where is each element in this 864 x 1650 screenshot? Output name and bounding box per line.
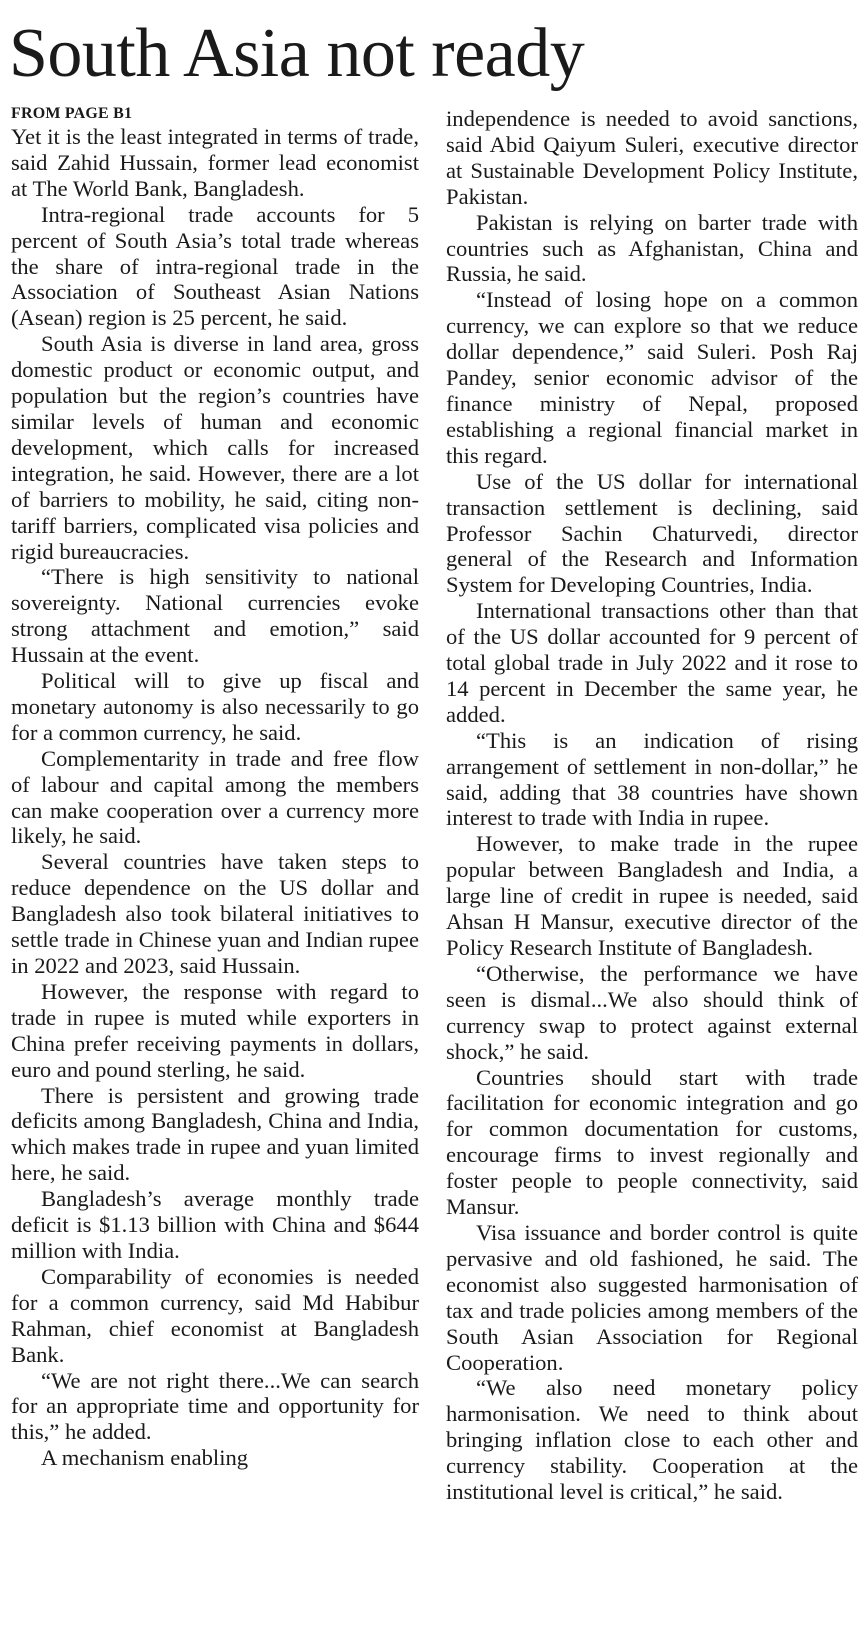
paragraph: Countries should start with trade facilitation for economic integration and go for common documentation for customs, encourage firms to invest regionally and foster people to people connectivity, said Mansur. — [446, 1064, 858, 1220]
paragraph: “There is high sensitivity to national sovereignty. National currencies evoke strong attachment and emotion,” said Hussain at the event. — [11, 564, 419, 668]
paragraph: However, the response with regard to trade in rupee is muted while exporters in China prefer receiving payments in dollars, euro and pound sterling, he said. — [11, 978, 419, 1082]
paragraph: “This is an indication of rising arrangement of settlement in non-dollar,” he said, adding that 38 countries have shown interest to trade with India in rupee. — [446, 727, 858, 831]
paragraph: However, to make trade in the rupee popular between Bangladesh and India, a large line of credit in rupee is needed, said Ahsan H Mansur, executive director of the Policy Research Institute of Bangladesh. — [446, 831, 858, 960]
paragraph: International transactions other than that of the US dollar accounted for 9 percent of total global trade in July 2022 and it rose to 14 percent in December the same year, he added. — [446, 598, 858, 727]
paragraph: Comparability of economies is needed for a common currency, said Md Habibur Rahman, chief economist at Bangladesh Bank. — [11, 1263, 419, 1367]
paragraph: independence is needed to avoid sanctions, said Abid Qaiyum Suleri, executive director at Sustainable Development Policy Institute, Pakistan. — [446, 106, 858, 209]
right-column — [446, 106, 858, 1505]
paragraph: Use of the US dollar for international transaction settlement is declining, said Professor Sachin Chaturvedi, director general of the Research and Information System for Developing Countries, India. — [446, 468, 858, 598]
left-column — [11, 106, 419, 1471]
paragraph: Several countries have taken steps to reduce dependence on the US dollar and Bangladesh also took bilateral initiatives to settle trade in Chinese yuan and Indian rupee in 2022 and 2023, said Hussain. — [11, 849, 419, 978]
paragraph: South Asia is diverse in land area, gross domestic product or economic output, and population but the region’s countries have similar levels of human and economic development, which calls for increased integration, he said. However, there are a lot of barriers to mobility, he said, citing non-tariff barriers, complicated visa policies and rigid bureaucracies. — [11, 331, 419, 564]
paragraph: Pakistan is relying on barter trade with countries such as Afghanistan, China and Russia, he said. — [446, 209, 858, 287]
paragraph: Yet it is the least integrated in terms of trade, said Zahid Hussain, former lead economist at The World Bank, Bangladesh. — [11, 124, 419, 201]
paragraph: “We are not right there...We can search for an appropriate time and opportunity for this,” he added. — [11, 1367, 419, 1445]
paragraph: A mechanism enabling — [41, 1445, 249, 1471]
paragraph: Visa issuance and border control is quite pervasive and old fashioned, he said. The economist also suggested harmonisation of tax and trade policies among members of the South Asian Association for Regional Cooperation. — [446, 1219, 858, 1375]
paragraph: “We also need monetary policy harmonisation. We need to think about bringing inflation close to each other and currency stability. Cooperation at the institutional level is critical,” he said. — [446, 1375, 858, 1505]
kicker: FROM PAGE B1 — [11, 105, 133, 122]
paragraph: Intra-regional trade accounts for 5 percent of South Asia’s total trade whereas the share of intra-regional trade in the Association of Southeast Asian Nations (Asean) region is 25 percent, he said. — [11, 201, 419, 331]
paragraph: Complementarity in trade and free flow of labour and capital among the members can make cooperation over a currency more likely, he said. — [11, 745, 419, 849]
paragraph: Bangladesh’s average monthly trade deficit is $1.13 billion with China and $644 million with India. — [11, 1186, 419, 1263]
paragraph: “Otherwise, the performance we have seen is dismal...We also should think of currency swap to protect against external shock,” he said. — [446, 960, 858, 1064]
paragraph: There is persistent and growing trade deficits among Bangladesh, China and India, which makes trade in rupee and yuan limited here, he said. — [11, 1082, 419, 1186]
paragraph: “Instead of losing hope on a common currency, we can explore so that we reduce dollar dependence,” said Suleri. Posh Raj Pandey, senior economic advisor of the finance ministry of Nepal, proposed establishing a regional financial market in this regard. — [446, 287, 858, 468]
headline: South Asia not ready — [9, 15, 585, 92]
paragraph: Political will to give up fiscal and monetary autonomy is also necessarily to go for a common currency, he said. — [11, 668, 419, 745]
